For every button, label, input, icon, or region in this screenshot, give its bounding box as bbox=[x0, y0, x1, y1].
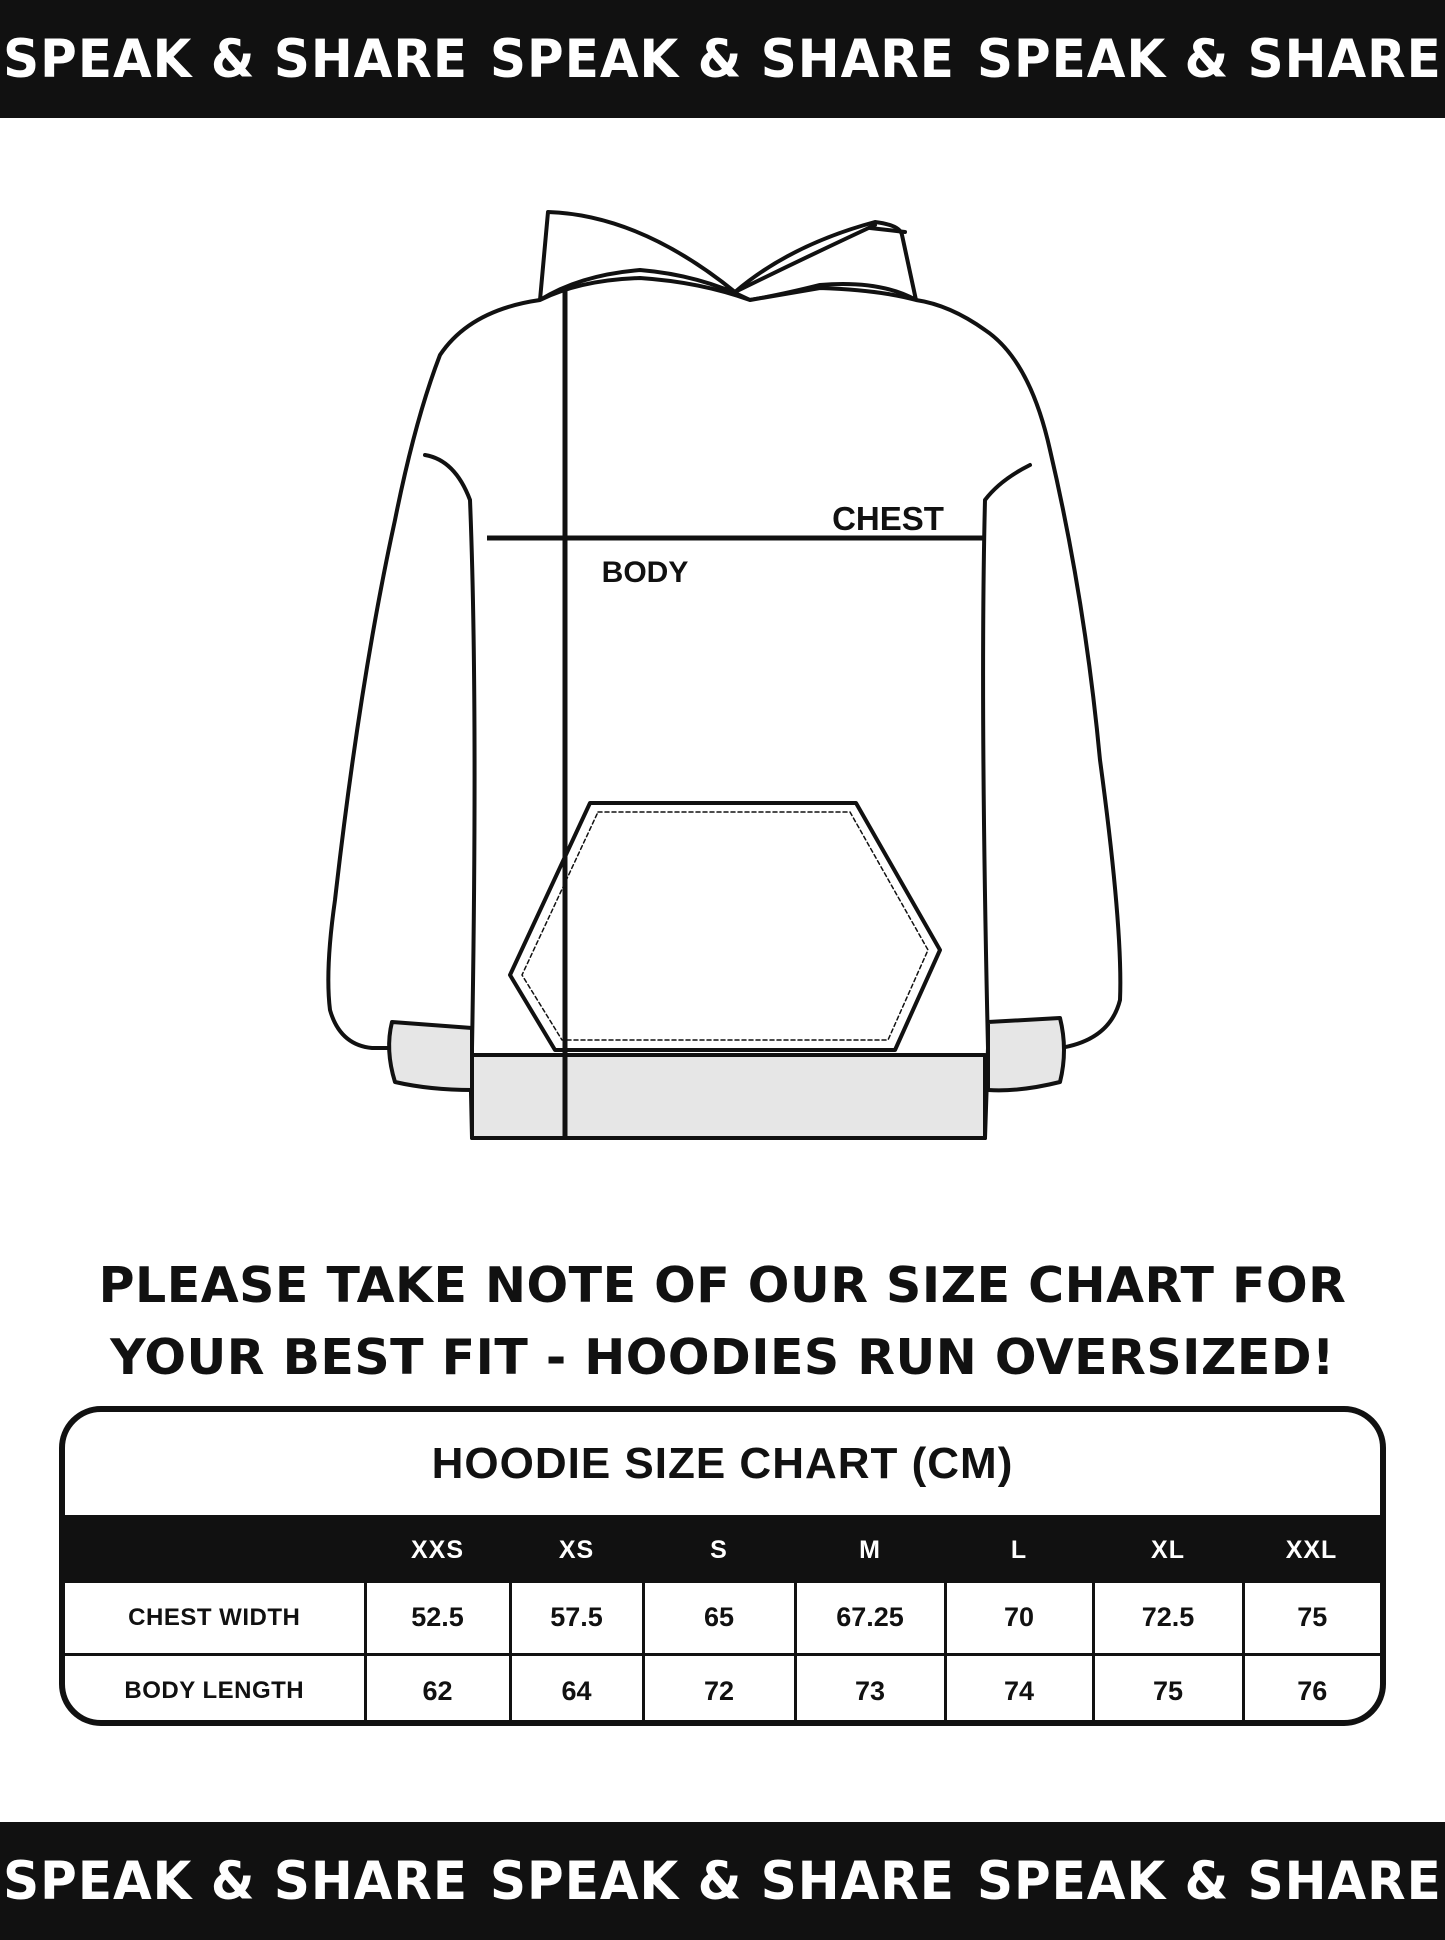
size-chart bbox=[59, 1406, 1386, 1726]
banner-text: SPEAK & SHARE bbox=[490, 28, 955, 90]
row-label: BODY LENGTH bbox=[65, 1654, 365, 1726]
size-header: XL bbox=[1151, 1536, 1185, 1565]
table-row bbox=[65, 1654, 1380, 1726]
bottom-banner bbox=[0, 1822, 1445, 1940]
row-label: CHEST WIDTH bbox=[65, 1581, 365, 1654]
kangaroo-pocket bbox=[510, 803, 940, 1050]
size-header: XXS bbox=[410, 1536, 465, 1565]
table-cell: 62 bbox=[365, 1654, 510, 1726]
table-cell: 76 bbox=[1243, 1654, 1380, 1726]
banner-text: SPEAK & SHARE bbox=[976, 1850, 1442, 1912]
banner-text: SPEAK & SHARE bbox=[3, 28, 469, 90]
hoodie-illustration bbox=[0, 150, 1445, 1150]
right-cuff bbox=[988, 1018, 1064, 1090]
size-header: S bbox=[710, 1536, 728, 1565]
left-cuff bbox=[389, 1022, 472, 1090]
table-cell: 70 bbox=[945, 1581, 1093, 1654]
table-cell: 52.5 bbox=[365, 1581, 510, 1654]
size-header-row bbox=[65, 1515, 1380, 1581]
size-header: XXL bbox=[1285, 1536, 1338, 1565]
table-cell: 75 bbox=[1243, 1581, 1380, 1654]
table-cell: 72.5 bbox=[1093, 1581, 1243, 1654]
size-chart-title: HOODIE SIZE CHART (CM) bbox=[431, 1438, 1014, 1488]
notice-line-2: YOUR BEST FIT - HOODIES RUN OVERSIZED! bbox=[110, 1329, 1335, 1386]
size-table bbox=[65, 1515, 1380, 1726]
table-cell: 67.25 bbox=[795, 1581, 945, 1654]
table-cell: 75 bbox=[1093, 1654, 1243, 1726]
size-header: L bbox=[1010, 1536, 1028, 1565]
notice-line-1: PLEASE TAKE NOTE OF OUR SIZE CHART FOR bbox=[98, 1257, 1347, 1314]
table-cell: 72 bbox=[643, 1654, 795, 1726]
banner-text: SPEAK & SHARE bbox=[490, 1850, 955, 1912]
header-blank bbox=[65, 1515, 365, 1581]
table-cell: 65 bbox=[643, 1581, 795, 1654]
banner-text: SPEAK & SHARE bbox=[3, 1850, 469, 1912]
table-cell: 64 bbox=[510, 1654, 643, 1726]
table-row bbox=[65, 1581, 1380, 1654]
body-label: BODY bbox=[601, 556, 689, 589]
oversize-notice bbox=[0, 1250, 1445, 1394]
banner-text: SPEAK & SHARE bbox=[976, 28, 1442, 90]
waistband bbox=[472, 1055, 985, 1138]
size-header: M bbox=[859, 1536, 881, 1565]
table-cell: 57.5 bbox=[510, 1581, 643, 1654]
size-header: XS bbox=[558, 1536, 595, 1565]
table-cell: 74 bbox=[945, 1654, 1093, 1726]
chest-label: CHEST bbox=[832, 500, 944, 537]
top-banner bbox=[0, 0, 1445, 118]
table-cell: 73 bbox=[795, 1654, 945, 1726]
